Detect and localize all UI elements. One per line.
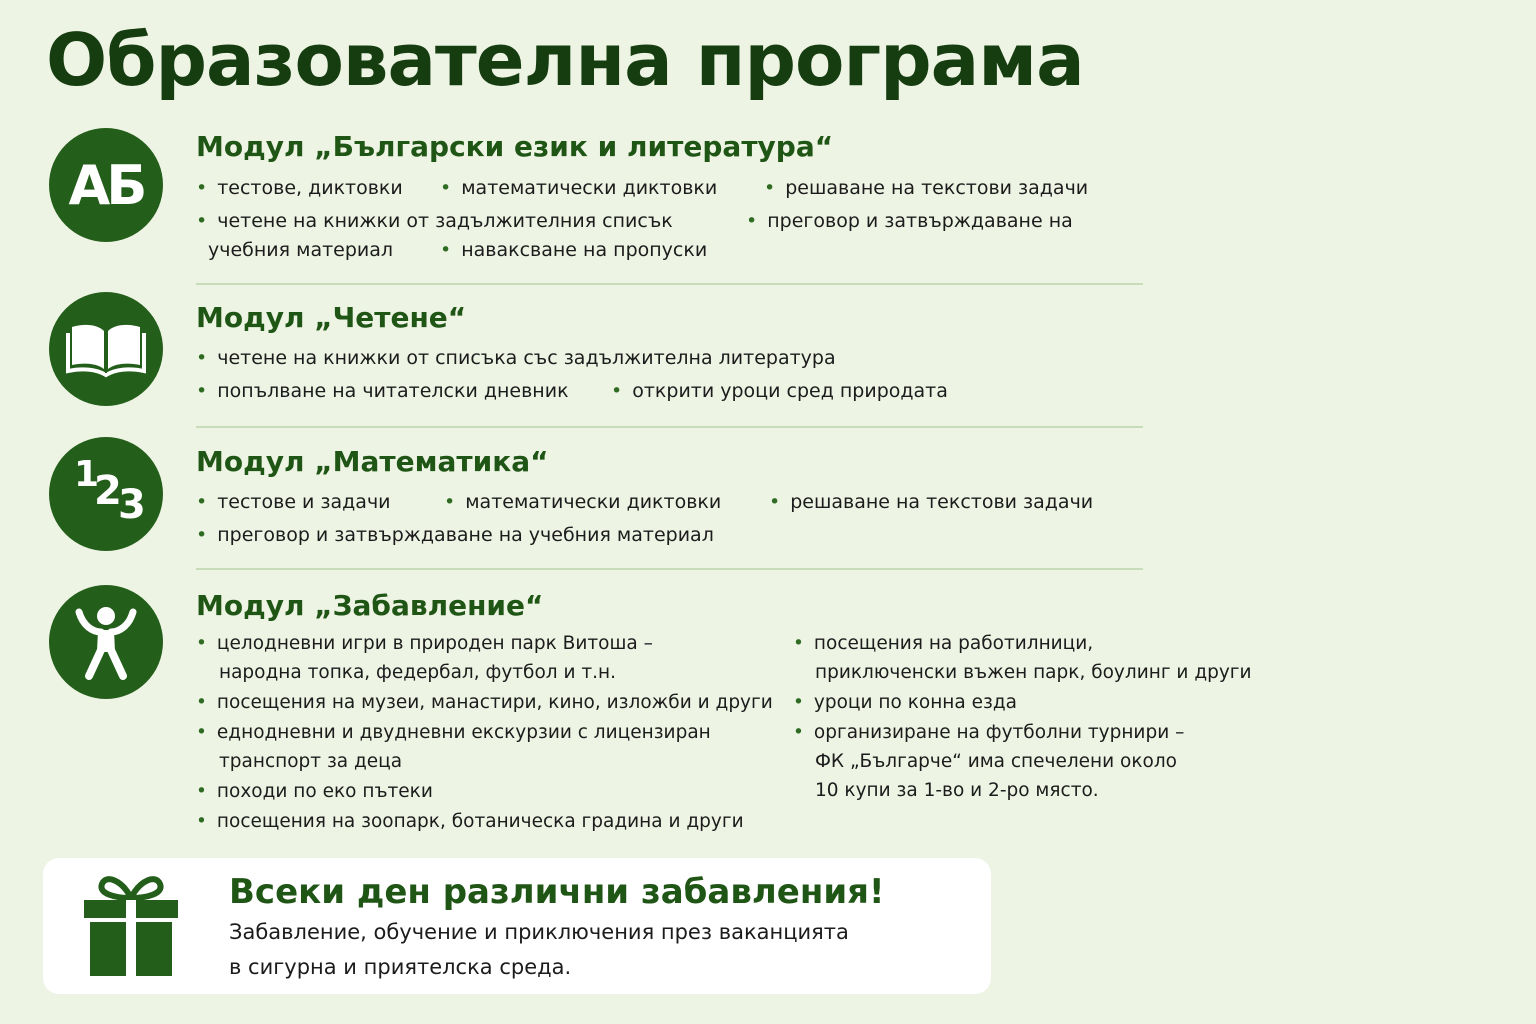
- list-item: • математически диктовки: [440, 177, 718, 199]
- list-item: • попълване на читателски дневник: [196, 380, 569, 402]
- divider: [196, 283, 1143, 285]
- banner-title: Всеки ден различни забавления!: [229, 872, 885, 912]
- banner-text-line: Забавление, обучение и приключения през ваканцията: [229, 920, 849, 944]
- list-item: • преговор и затвърждаване на: [746, 210, 1073, 232]
- list-item: • уроци по конна езда: [793, 692, 1017, 713]
- list-item: • четене на книжки от списъка със задължителна литература: [196, 347, 836, 369]
- numbers-icon-digit: 2: [94, 468, 122, 514]
- list-item-continuation: народна топка, федербал, футбол и т.н.: [219, 662, 617, 683]
- list-item: • тестове, диктовки: [196, 177, 403, 199]
- letters-icon-text: АБ: [68, 153, 144, 217]
- list-item: • тестове и задачи: [196, 491, 391, 513]
- list-item: • посещения на работилници,: [793, 633, 1094, 654]
- list-item-continuation: ФК „Българче“ има спечелени около: [815, 751, 1178, 772]
- numbers-icon-digit: 3: [118, 482, 146, 528]
- page-title: Образователна програма: [46, 18, 1084, 102]
- list-item-continuation: 10 купи за 1-во и 2-ро място.: [815, 780, 1099, 801]
- list-item: • четене на книжки от задължителния списък: [196, 210, 673, 232]
- banner-text-line: в сигурна и приятелска среда.: [229, 955, 572, 979]
- list-item: • математически диктовки: [444, 491, 722, 513]
- list-item: • решаване на текстови задачи: [764, 177, 1089, 199]
- list-item: • решаване на текстови задачи: [769, 491, 1094, 513]
- module-title: Модул „Забавление“: [196, 589, 544, 622]
- list-item: • еднодневни и двудневни екскурзии с лицензиран: [196, 722, 711, 743]
- child-jumping-icon: [49, 585, 163, 699]
- list-item: • целодневни игри в природен парк Витоша –: [196, 633, 653, 654]
- divider: [196, 568, 1143, 570]
- module-title: Модул „Четене“: [196, 301, 467, 334]
- list-item: • наваксване на пропуски: [440, 239, 708, 261]
- open-book-icon: [49, 292, 163, 406]
- list-item: • преговор и затвърждаване на учебния материал: [196, 524, 714, 546]
- list-item: • походи по еко пътеки: [196, 781, 433, 802]
- list-item: • посещения на зоопарк, ботаническа градина и други: [196, 811, 744, 832]
- list-item: • организиране на футболни турнири –: [793, 722, 1185, 743]
- numbers-icon: [49, 437, 163, 551]
- list-item-continuation: учебния материал: [208, 239, 394, 261]
- list-item: • открити уроци сред природата: [611, 380, 948, 402]
- list-item-continuation: транспорт за деца: [219, 751, 403, 772]
- numbers-icon-digit: 1: [74, 454, 100, 495]
- module-title: Модул „Математика“: [196, 445, 549, 478]
- list-item: • посещения на музеи, манастири, кино, изложби и други: [196, 692, 773, 713]
- letters-icon: [49, 128, 163, 242]
- divider: [196, 426, 1143, 428]
- gift-icon: [82, 872, 180, 982]
- list-item-continuation: приключенски въжен парк, боулинг и други: [815, 662, 1252, 683]
- module-title: Модул „Български език и литература“: [196, 130, 834, 163]
